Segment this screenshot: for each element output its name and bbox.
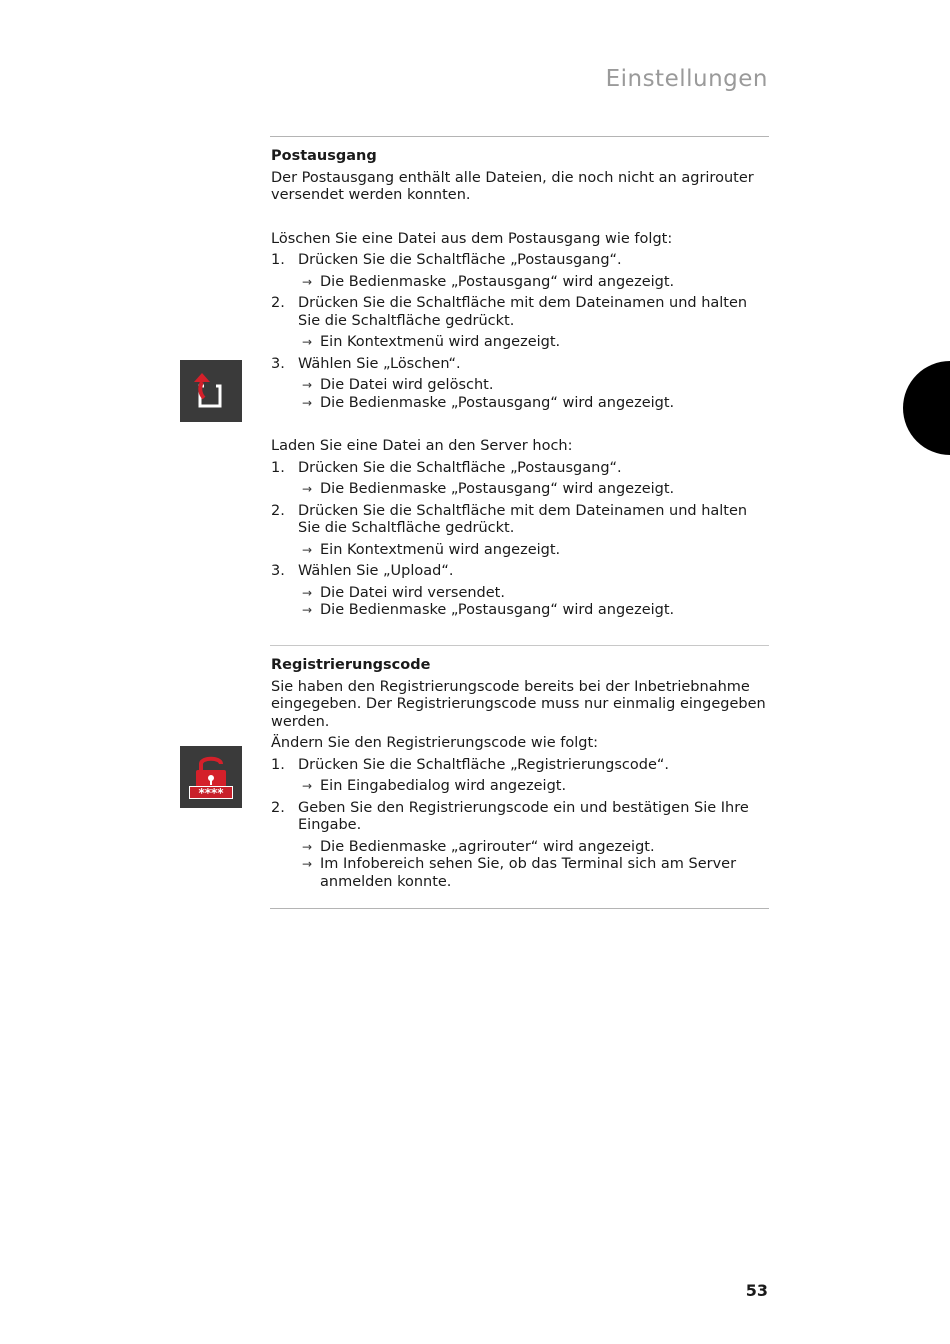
step-result-text: Ein Kontextmenü wird angezeigt.	[320, 334, 561, 350]
outbox-upload-icon	[180, 360, 242, 422]
step-result-text: Die Bedienmaske „Postausgang“ wird angezeigt.	[320, 602, 675, 618]
step-result	[271, 334, 769, 352]
outbox-delete-lead: Löschen Sie eine Datei aus dem Postausgang wie folgt:	[271, 230, 673, 247]
list-item	[271, 460, 769, 478]
arrow-right-icon: →	[302, 779, 313, 793]
step-number: 2.	[271, 502, 285, 519]
registration-lead: Ändern Sie den Registrierungscode wie folgt:	[271, 735, 599, 751]
step-text: Drücken Sie die Schaltfläche mit dem Dateinamen und halten Sie die Schaltfläche gedrückt.	[298, 502, 748, 536]
chapter-tab-marker	[903, 361, 950, 455]
arrow-right-icon: →	[302, 378, 313, 392]
list-item	[271, 356, 769, 374]
divider-bottom	[270, 908, 769, 909]
registration-intro: Sie haben den Registrierungscode bereits bei der Inbetriebnahme eingegeben. Der Registrierungscode muss nur einmalig eingegeben werden.	[271, 678, 766, 730]
step-result	[271, 585, 769, 603]
step-result-text: Die Datei wird gelöscht.	[320, 377, 494, 393]
list-item	[271, 295, 769, 330]
step-text: Wählen Sie „Upload“.	[298, 563, 454, 579]
step-text: Drücken Sie die Schaltfläche „Postausgang“.	[298, 252, 622, 268]
outbox-upload-lead: Laden Sie eine Datei an den Server hoch:	[271, 438, 573, 454]
outbox-intro: Der Postausgang enthält alle Dateien, die noch nicht an agrirouter versendet werden konnten.	[271, 169, 754, 203]
list-item	[271, 252, 769, 270]
step-text: Drücken Sie die Schaltfläche „Registrierungscode“.	[298, 756, 670, 773]
list-item	[271, 757, 769, 775]
list-item	[271, 503, 769, 538]
section-title-registration: Registrierungscode	[271, 657, 431, 673]
step-text: Drücken Sie die Schaltfläche „Postausgang“.	[298, 459, 622, 476]
arrow-right-icon: →	[302, 395, 313, 410]
list-item	[271, 800, 769, 835]
step-result	[271, 481, 769, 499]
svg-text:****: ****	[198, 786, 224, 800]
section-title-outbox: Postausgang	[271, 148, 377, 164]
step-result-text: Im Infobereich sehen Sie, ob das Terminal sich am Server anmelden konnte.	[320, 856, 737, 890]
step-text: Wählen Sie „Löschen“.	[298, 355, 461, 372]
step-number: 2.	[271, 295, 285, 311]
step-number: 3.	[271, 563, 285, 579]
step-result	[271, 602, 769, 620]
page-header-title: Einstellungen	[605, 66, 768, 92]
step-number: 1.	[271, 252, 285, 268]
arrow-right-icon: →	[302, 482, 313, 496]
registration-section	[271, 657, 769, 891]
step-result	[271, 856, 769, 891]
step-text: Drücken Sie die Schaltfläche mit dem Dateinamen und halten Sie die Schaltfläche gedrückt.	[298, 295, 748, 329]
arrow-right-icon: →	[302, 839, 313, 854]
padlock-code-icon	[180, 746, 242, 808]
arrow-right-icon: →	[302, 857, 313, 871]
divider-middle	[270, 645, 769, 646]
arrow-right-icon: →	[302, 585, 313, 600]
step-number: 3.	[271, 355, 285, 372]
step-result-text: Die Bedienmaske „agrirouter“ wird angezeigt.	[320, 838, 655, 855]
step-number: 1.	[271, 459, 285, 476]
step-result	[271, 377, 769, 395]
step-number: 2.	[271, 799, 285, 816]
step-result-text: Ein Eingabedialog wird angezeigt.	[320, 778, 567, 794]
step-result	[271, 542, 769, 560]
arrow-right-icon: →	[302, 603, 313, 617]
step-result-text: Die Datei wird versendet.	[320, 584, 505, 601]
step-result-text: Die Bedienmaske „Postausgang“ wird angezeigt.	[320, 394, 675, 411]
step-result-text: Die Bedienmaske „Postausgang“ wird angezeigt.	[320, 273, 675, 290]
step-result-text: Die Bedienmaske „Postausgang“ wird angezeigt.	[320, 481, 675, 497]
step-result	[271, 274, 769, 292]
arrow-right-icon: →	[302, 335, 313, 349]
outbox-section	[271, 148, 769, 620]
page-number: 53	[745, 1281, 768, 1300]
step-text: Geben Sie den Registrierungscode ein und bestätigen Sie Ihre Eingabe.	[298, 799, 749, 833]
step-result-text: Ein Kontextmenü wird angezeigt.	[320, 541, 561, 558]
arrow-right-icon: →	[302, 542, 313, 557]
step-result	[271, 839, 769, 857]
step-result	[271, 395, 769, 413]
arrow-right-icon: →	[302, 274, 313, 289]
divider-top	[270, 136, 769, 137]
step-number: 1.	[271, 756, 285, 773]
list-item	[271, 563, 769, 581]
step-result	[271, 778, 769, 796]
